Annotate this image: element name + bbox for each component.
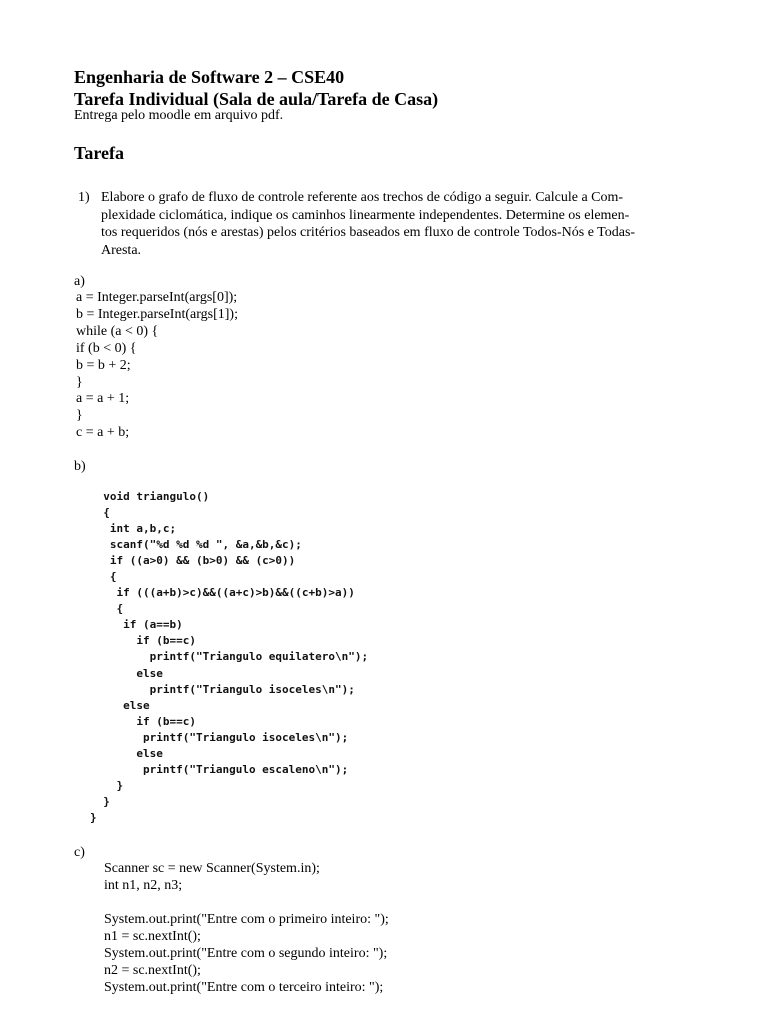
code-line: c = a + b; (76, 425, 130, 441)
code-line (104, 894, 389, 911)
code-line: a = a + 1; (76, 391, 130, 407)
code-line: else (90, 698, 150, 712)
code-line: b = Integer.parseInt(args[1]); (76, 306, 238, 322)
part-a-label: a) (74, 274, 85, 289)
code-line: n1 = sc.nextInt(); (104, 929, 201, 944)
code-line: b = b + 2; (76, 357, 131, 373)
code-line: int n1, n2, n3; (104, 878, 183, 893)
code-line: } (76, 408, 83, 424)
question-number: 1) (78, 190, 90, 205)
code-line: { (90, 506, 110, 520)
code-line: System.out.print("Entre com o primeiro inteiro: "); (104, 912, 389, 927)
delivery-note: Entrega pelo moodle em arquivo pdf. (74, 108, 284, 123)
code-line: printf("Triangulo isoceles\n"); (90, 682, 355, 696)
code-line: n2 = sc.nextInt(); (104, 963, 201, 978)
part-b-code-image (90, 489, 368, 826)
part-a-code (76, 290, 238, 442)
code-line: if (a==b) (90, 618, 183, 632)
code-line: } (90, 810, 97, 824)
code-line: else (90, 746, 163, 760)
question-text (101, 189, 697, 259)
code-line: } (90, 778, 124, 792)
question-line: Aresta. (101, 242, 142, 258)
code-line: scanf("%d %d %d ", &a,&b,&c); (90, 538, 302, 552)
code-line: a = Integer.parseInt(args[0]); (76, 290, 238, 305)
document-subtitle: Tarefa Individual (Sala de aula/Tarefa de Casa) (74, 89, 439, 109)
question-line: Elabore o grafo de fluxo de controle referente aos trechos de código a seguir. Calcule a Com- (101, 190, 624, 205)
code-line: } (76, 374, 83, 390)
part-c-label: c) (74, 845, 85, 860)
code-line: { (90, 570, 117, 584)
section-title: Tarefa (74, 143, 125, 163)
part-b-label: b) (74, 459, 86, 474)
code-line: if (((a+b)>c)&&((a+c)>b)&&((c+b)>a)) (90, 586, 355, 600)
code-line: while (a < 0) { (76, 323, 159, 339)
code-line: if (b==c) (90, 714, 196, 728)
code-line: System.out.print("Entre com o segundo inteiro: "); (104, 946, 388, 961)
question-line: plexidade ciclomática, indique os caminhos linearmente independentes. Determine os elemen- (101, 207, 630, 223)
code-line: } (90, 794, 110, 808)
code-line: int a,b,c; (90, 522, 177, 536)
question-line: tos requeridos (nós e arestas) pelos critérios baseados em fluxo de controle Todos-Nós e Todas- (101, 225, 636, 241)
code-line: if (b==c) (90, 634, 196, 648)
code-line: System.out.print("Entre com o terceiro inteiro: "); (104, 980, 384, 995)
code-line: printf("Triangulo equilatero\n"); (90, 650, 369, 664)
code-line: { (90, 602, 124, 616)
code-line: printf("Triangulo isoceles\n"); (90, 730, 349, 744)
document-title: Engenharia de Software 2 – CSE40 (74, 67, 345, 87)
code-line: Scanner sc = new Scanner(System.in); (104, 861, 320, 876)
code-line: void triangulo() (90, 490, 210, 503)
code-line: printf("Triangulo escaleno\n"); (90, 762, 349, 776)
code-line: if (b < 0) { (76, 340, 137, 356)
part-c-code (104, 860, 389, 996)
code-line: if ((a>0) && (b>0) && (c>0)) (90, 554, 296, 568)
code-line: else (90, 666, 163, 680)
